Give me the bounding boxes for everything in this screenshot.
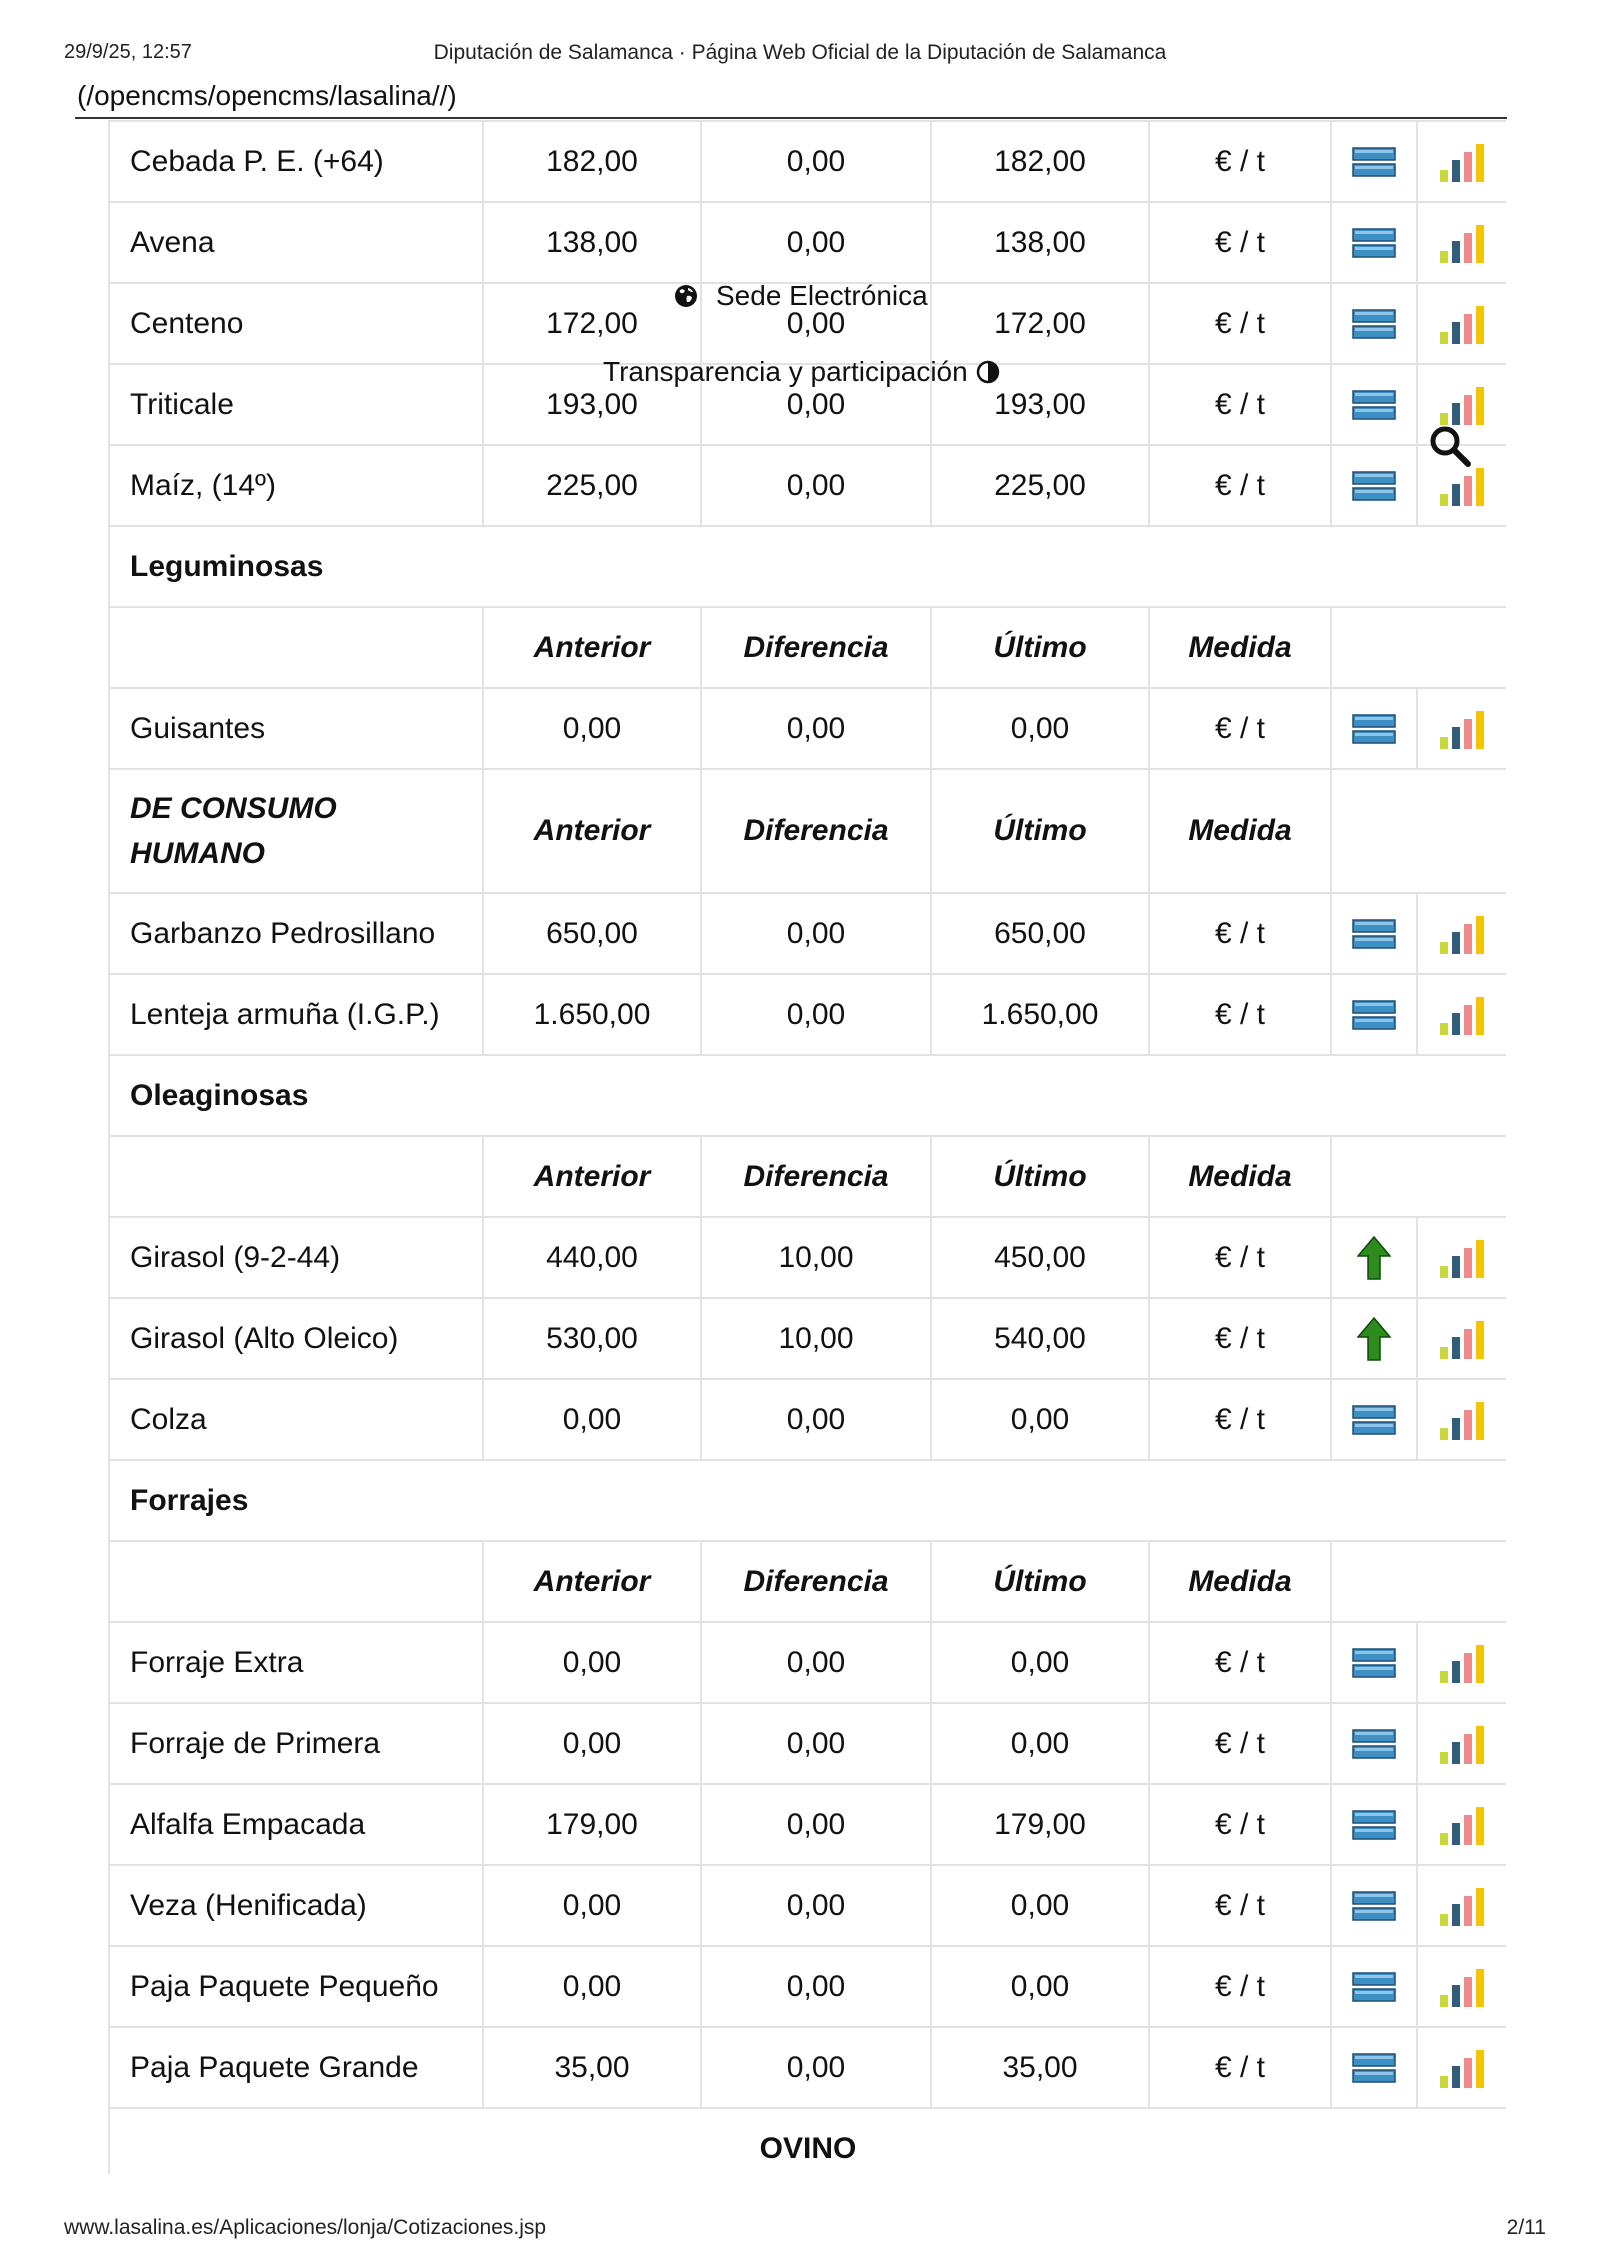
table-row	[109, 1217, 1506, 1298]
table-row	[109, 1379, 1506, 1460]
product-name: Triticale	[109, 364, 483, 445]
anterior-value: 1.650,00	[483, 974, 701, 1055]
equal-trend-icon	[1352, 1891, 1396, 1921]
trend-cell	[1331, 893, 1417, 974]
diferencia-value: 0,00	[701, 893, 931, 974]
anterior-value: 138,00	[483, 202, 701, 283]
chart-cell[interactable]	[1417, 121, 1506, 202]
medida-value: € / t	[1149, 974, 1331, 1055]
equal-trend-icon	[1352, 1000, 1396, 1030]
ultimo-value: 0,00	[931, 1703, 1149, 1784]
trend-cell	[1331, 202, 1417, 283]
sede-electronica-label: Sede Electrónica	[716, 280, 928, 311]
ultimo-value: 182,00	[931, 121, 1149, 202]
ultimo-value: 0,00	[931, 1622, 1149, 1703]
trend-cell	[1331, 1865, 1417, 1946]
header-anterior: Anterior	[483, 1541, 701, 1622]
medida-value: € / t	[1149, 202, 1331, 283]
equal-trend-icon	[1352, 309, 1396, 339]
medida-value: € / t	[1149, 1784, 1331, 1865]
header-anterior: Anterior	[483, 1136, 701, 1217]
equal-trend-icon	[1352, 2053, 1396, 2083]
ultimo-value: 1.650,00	[931, 974, 1149, 1055]
ultimo-value: 179,00	[931, 1784, 1149, 1865]
product-name: Garbanzo Pedrosillano	[109, 893, 483, 974]
prices-table-body	[109, 121, 1506, 2174]
column-header-row	[109, 607, 1506, 688]
medida-value: € / t	[1149, 445, 1331, 526]
equal-trend-icon	[1352, 390, 1396, 420]
anterior-value: 440,00	[483, 1217, 701, 1298]
product-name: Lenteja armuña (I.G.P.)	[109, 974, 483, 1055]
header-medida: Medida	[1149, 769, 1331, 893]
table-row	[109, 1784, 1506, 1865]
header-ultimo: Último	[931, 769, 1149, 893]
ultimo-value: 225,00	[931, 445, 1149, 526]
sede-electronica-link[interactable]	[674, 280, 928, 312]
trend-cell	[1331, 1217, 1417, 1298]
table-row	[109, 202, 1506, 283]
equal-trend-icon	[1352, 919, 1396, 949]
section-row	[109, 1460, 1506, 1541]
header-empty	[1331, 769, 1506, 893]
print-date: 29/9/25, 12:57	[64, 41, 192, 63]
header-diferencia: Diferencia	[701, 607, 931, 688]
diferencia-value: 10,00	[701, 1217, 931, 1298]
bar-chart-icon[interactable]	[1438, 709, 1486, 749]
anterior-value: 35,00	[483, 2027, 701, 2108]
diferencia-value: 0,00	[701, 1784, 931, 1865]
table-row	[109, 1703, 1506, 1784]
trend-cell	[1331, 688, 1417, 769]
anterior-value: 172,00	[483, 283, 701, 364]
up-arrow-icon	[1357, 1317, 1391, 1361]
chart-cell[interactable]	[1417, 2027, 1506, 2108]
trend-cell	[1331, 1784, 1417, 1865]
header-anterior: Anterior	[483, 769, 701, 893]
category-header	[109, 1541, 483, 1622]
trend-cell	[1331, 283, 1417, 364]
ultimo-value: 0,00	[931, 1379, 1149, 1460]
header-ultimo: Último	[931, 607, 1149, 688]
equal-trend-icon	[1352, 714, 1396, 744]
product-name: Girasol (Alto Oleico)	[109, 1298, 483, 1379]
anterior-value: 530,00	[483, 1298, 701, 1379]
anterior-value: 0,00	[483, 688, 701, 769]
trend-cell	[1331, 2027, 1417, 2108]
product-name: Girasol (9-2-44)	[109, 1217, 483, 1298]
table-row	[109, 974, 1506, 1055]
medida-value: € / t	[1149, 1622, 1331, 1703]
trend-cell	[1331, 1946, 1417, 2027]
bar-chart-icon[interactable]	[1438, 385, 1486, 425]
ultimo-value: 0,00	[931, 1865, 1149, 1946]
contrast-icon[interactable]	[976, 360, 1000, 384]
header-diferencia: Diferencia	[701, 769, 931, 893]
page-number: 2/11	[1506, 2216, 1546, 2239]
equal-trend-icon	[1352, 1648, 1396, 1678]
ultimo-value: 193,00	[931, 364, 1149, 445]
diferencia-value: 0,00	[701, 688, 931, 769]
bar-chart-icon[interactable]	[1438, 223, 1486, 263]
anterior-value: 0,00	[483, 1703, 701, 1784]
equal-trend-icon	[1352, 228, 1396, 258]
header-empty	[1331, 1136, 1506, 1217]
header-ultimo: Último	[931, 1136, 1149, 1217]
header-rule	[75, 117, 1507, 119]
equal-trend-icon	[1352, 1729, 1396, 1759]
ovino-row	[109, 2108, 1506, 2174]
chart-cell[interactable]	[1417, 1703, 1506, 1784]
ultimo-value: 0,00	[931, 688, 1149, 769]
medida-value: € / t	[1149, 1298, 1331, 1379]
trend-cell	[1331, 1379, 1417, 1460]
table-row	[109, 1946, 1506, 2027]
chart-cell[interactable]	[1417, 1298, 1506, 1379]
product-name: Forraje Extra	[109, 1622, 483, 1703]
ultimo-value: 138,00	[931, 202, 1149, 283]
header-medida: Medida	[1149, 607, 1331, 688]
header-medida: Medida	[1149, 1541, 1331, 1622]
bar-chart-icon[interactable]	[1438, 914, 1486, 954]
ultimo-value: 450,00	[931, 1217, 1149, 1298]
header-diferencia: Diferencia	[701, 1541, 931, 1622]
medida-value: € / t	[1149, 121, 1331, 202]
prices-table	[108, 120, 1506, 2174]
trend-cell	[1331, 1622, 1417, 1703]
equal-trend-icon	[1352, 471, 1396, 501]
bar-chart-icon[interactable]	[1438, 304, 1486, 344]
product-name: Veza (Henificada)	[109, 1865, 483, 1946]
prices-table-wrapper	[108, 120, 1506, 2174]
diferencia-value: 0,00	[701, 364, 931, 445]
diferencia-value: 0,00	[701, 974, 931, 1055]
bar-chart-icon[interactable]	[1438, 995, 1486, 1035]
ultimo-value: 0,00	[931, 1946, 1149, 2027]
header-empty	[1331, 607, 1506, 688]
header-diferencia: Diferencia	[701, 1136, 931, 1217]
diferencia-value: 0,00	[701, 1622, 931, 1703]
medida-value: € / t	[1149, 1217, 1331, 1298]
ovino-title: OVINO	[109, 2108, 1506, 2174]
medida-value: € / t	[1149, 688, 1331, 769]
column-header-row	[109, 1541, 1506, 1622]
product-name: Maíz, (14º)	[109, 445, 483, 526]
footer-url: www.lasalina.es/Aplicaciones/lonja/Cotizaciones.jsp	[64, 2216, 547, 2239]
header-medida: Medida	[1149, 1136, 1331, 1217]
bar-chart-icon[interactable]	[1438, 1805, 1486, 1845]
chart-cell[interactable]	[1417, 283, 1506, 364]
site-home-link[interactable]: (/opencms/opencms/lasalina//)	[77, 80, 457, 111]
transparencia-label: Transparencia y participación	[603, 356, 968, 387]
table-row	[109, 2027, 1506, 2108]
chart-cell[interactable]	[1417, 1784, 1506, 1865]
section-title: Leguminosas	[109, 526, 1506, 607]
table-row	[109, 1622, 1506, 1703]
chart-cell[interactable]	[1417, 202, 1506, 283]
equal-trend-icon	[1352, 1405, 1396, 1435]
medida-value: € / t	[1149, 2027, 1331, 2108]
product-name: Avena	[109, 202, 483, 283]
chart-cell[interactable]	[1417, 1946, 1506, 2027]
print-page-title: Diputación de Salamanca · Página Web Oficial de la Diputación de Salamanca	[433, 41, 1167, 64]
equal-trend-icon	[1352, 1810, 1396, 1840]
chart-cell[interactable]	[1417, 1379, 1506, 1460]
trend-cell	[1331, 1703, 1417, 1784]
column-header-row	[109, 769, 1506, 893]
table-row	[109, 121, 1506, 202]
section-row	[109, 1055, 1506, 1136]
product-name: Forraje de Primera	[109, 1703, 483, 1784]
equal-trend-icon	[1352, 1972, 1396, 2002]
table-row	[109, 1298, 1506, 1379]
table-row	[109, 1865, 1506, 1946]
product-name: Cebada P. E. (+64)	[109, 121, 483, 202]
trend-cell	[1331, 364, 1417, 445]
anterior-value: 0,00	[483, 1379, 701, 1460]
header-empty	[1331, 1541, 1506, 1622]
trend-cell	[1331, 1298, 1417, 1379]
header-ultimo: Último	[931, 1541, 1149, 1622]
product-name: Colza	[109, 1379, 483, 1460]
bar-chart-icon[interactable]	[1438, 1400, 1486, 1440]
section-row	[109, 526, 1506, 607]
table-row	[109, 445, 1506, 526]
bar-chart-icon[interactable]	[1438, 1238, 1486, 1278]
diferencia-value: 0,00	[701, 445, 931, 526]
product-name: Centeno	[109, 283, 483, 364]
anterior-value: 225,00	[483, 445, 701, 526]
medida-value: € / t	[1149, 1946, 1331, 2027]
search-icon[interactable]	[1428, 424, 1472, 473]
transparencia-link[interactable]	[603, 356, 1000, 388]
chart-cell[interactable]	[1417, 1622, 1506, 1703]
chart-cell[interactable]	[1417, 1865, 1506, 1946]
category-header	[109, 1136, 483, 1217]
medida-value: € / t	[1149, 1703, 1331, 1784]
chart-cell[interactable]	[1417, 974, 1506, 1055]
product-name: Paja Paquete Grande	[109, 2027, 483, 2108]
anterior-value: 193,00	[483, 364, 701, 445]
bar-chart-icon[interactable]	[1438, 1643, 1486, 1683]
category-header	[109, 607, 483, 688]
diferencia-value: 0,00	[701, 1865, 931, 1946]
anterior-value: 0,00	[483, 1622, 701, 1703]
bar-chart-icon[interactable]	[1438, 1967, 1486, 2007]
column-header-row	[109, 1136, 1506, 1217]
header-anterior: Anterior	[483, 607, 701, 688]
medida-value: € / t	[1149, 1379, 1331, 1460]
chart-cell[interactable]	[1417, 1217, 1506, 1298]
ultimo-value: 650,00	[931, 893, 1149, 974]
equal-trend-icon	[1352, 147, 1396, 177]
chart-cell[interactable]	[1417, 688, 1506, 769]
medida-value: € / t	[1149, 364, 1331, 445]
trend-cell	[1331, 445, 1417, 526]
diferencia-value: 0,00	[701, 121, 931, 202]
up-arrow-icon	[1357, 1236, 1391, 1280]
product-name: Guisantes	[109, 688, 483, 769]
anterior-value: 179,00	[483, 1784, 701, 1865]
globe-icon	[674, 284, 698, 308]
product-name: Paja Paquete Pequeño	[109, 1946, 483, 2027]
bar-chart-icon[interactable]	[1438, 1724, 1486, 1764]
table-row	[109, 893, 1506, 974]
diferencia-value: 0,00	[701, 1946, 931, 2027]
anterior-value: 0,00	[483, 1946, 701, 2027]
diferencia-value: 0,00	[701, 1703, 931, 1784]
diferencia-value: 0,00	[701, 2027, 931, 2108]
bar-chart-icon[interactable]	[1438, 142, 1486, 182]
category-header: DE CONSUMO HUMANO	[109, 769, 483, 893]
anterior-value: 650,00	[483, 893, 701, 974]
medida-value: € / t	[1149, 893, 1331, 974]
diferencia-value: 0,00	[701, 283, 931, 364]
section-title: Forrajes	[109, 1460, 1506, 1541]
ultimo-value: 540,00	[931, 1298, 1149, 1379]
diferencia-value: 0,00	[701, 202, 931, 283]
diferencia-value: 0,00	[701, 1379, 931, 1460]
anterior-value: 0,00	[483, 1865, 701, 1946]
product-name: Alfalfa Empacada	[109, 1784, 483, 1865]
bar-chart-icon[interactable]	[1438, 2048, 1486, 2088]
trend-cell	[1331, 974, 1417, 1055]
anterior-value: 182,00	[483, 121, 701, 202]
table-row	[109, 688, 1506, 769]
medida-value: € / t	[1149, 1865, 1331, 1946]
medida-value: € / t	[1149, 283, 1331, 364]
chart-cell[interactable]	[1417, 893, 1506, 974]
trend-cell	[1331, 121, 1417, 202]
diferencia-value: 10,00	[701, 1298, 931, 1379]
section-title: Oleaginosas	[109, 1055, 1506, 1136]
bar-chart-icon[interactable]	[1438, 1319, 1486, 1359]
ultimo-value: 35,00	[931, 2027, 1149, 2108]
ultimo-value: 172,00	[931, 283, 1149, 364]
bar-chart-icon[interactable]	[1438, 1886, 1486, 1926]
